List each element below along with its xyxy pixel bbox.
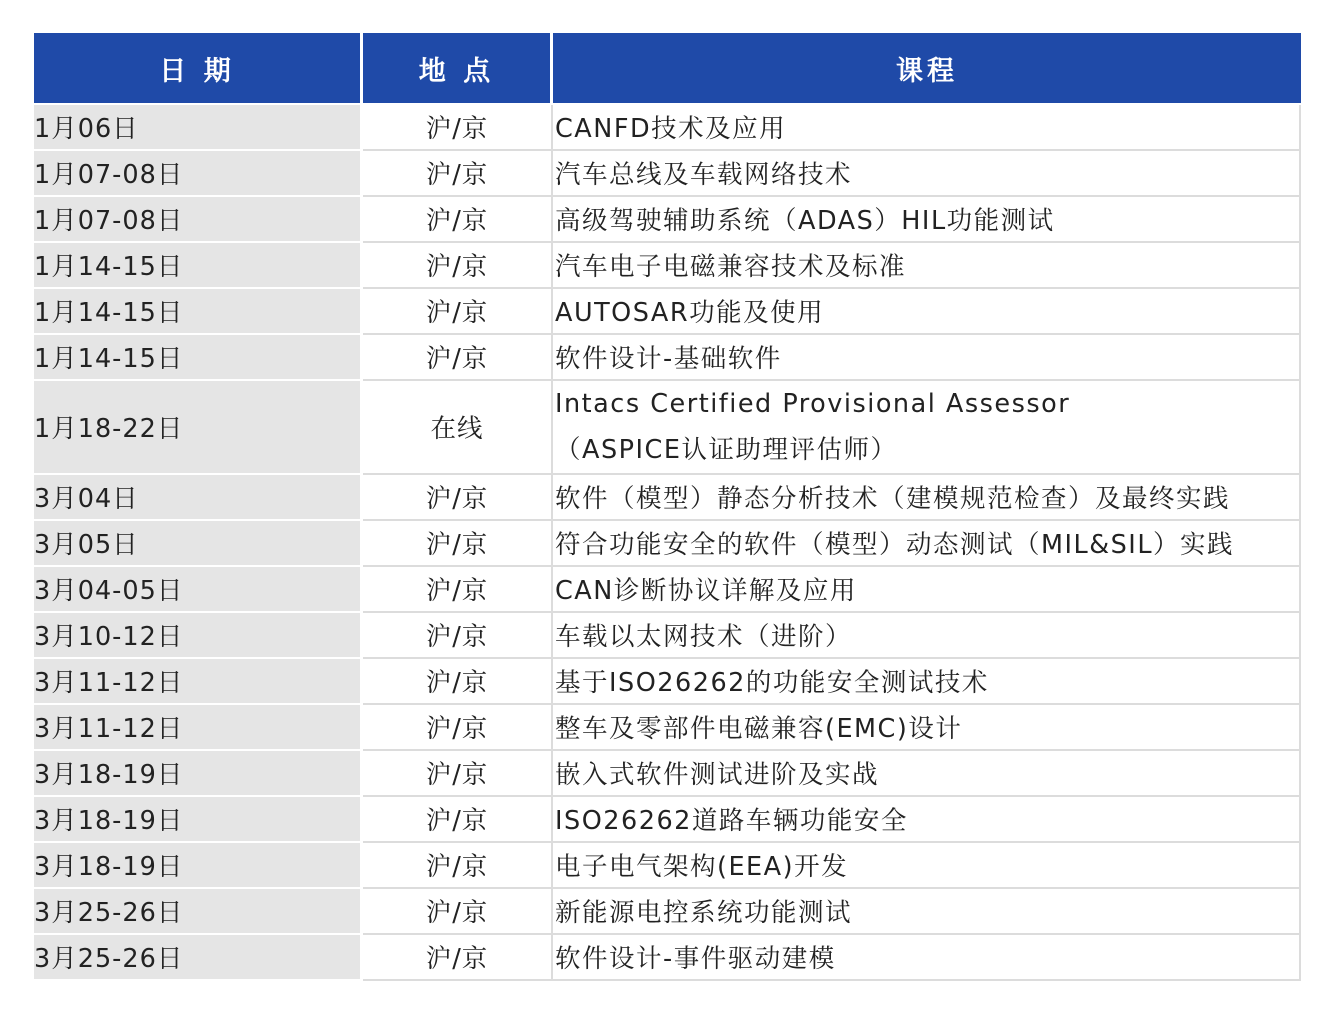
row-course — [553, 705, 1301, 751]
row-course — [553, 289, 1301, 335]
row-location: 沪/京 — [363, 843, 553, 889]
row-location: 沪/京 — [363, 751, 553, 797]
table-row — [34, 613, 1301, 659]
course-title-line: 汽车电子电磁兼容技术及标准 — [555, 252, 907, 282]
row-course — [553, 151, 1301, 197]
row-date: 1月07-08日 — [34, 197, 363, 243]
table-row — [34, 935, 1301, 981]
course-title-line: CANFD技术及应用 — [555, 114, 787, 144]
course-title-line: 汽车总线及车载网络技术 — [555, 160, 853, 190]
table-row — [34, 197, 1301, 243]
table-body — [34, 105, 1301, 981]
row-date: 1月07-08日 — [34, 151, 363, 197]
table-row — [34, 659, 1301, 705]
row-location: 在线 — [363, 381, 553, 475]
header-date: 日 期 — [34, 33, 363, 105]
course-title-line: 软件设计-事件驱动建模 — [555, 944, 836, 974]
row-location: 沪/京 — [363, 197, 553, 243]
row-date: 3月11-12日 — [34, 659, 363, 705]
row-course — [553, 613, 1301, 659]
table-row — [34, 843, 1301, 889]
row-date: 3月25-26日 — [34, 935, 363, 981]
row-date: 3月04-05日 — [34, 567, 363, 613]
course-title-line: 高级驾驶辅助系统（ADAS）HIL功能测试 — [555, 206, 1055, 236]
course-title-line: 车载以太网技术（进阶） — [555, 622, 853, 652]
course-title-line: 嵌入式软件测试进阶及实战 — [555, 760, 880, 790]
row-location: 沪/京 — [363, 797, 553, 843]
row-location: 沪/京 — [363, 335, 553, 381]
row-location: 沪/京 — [363, 521, 553, 567]
row-course — [553, 659, 1301, 705]
header-row — [34, 33, 1301, 105]
table-row — [34, 151, 1301, 197]
row-location: 沪/京 — [363, 105, 553, 151]
header-location: 地 点 — [363, 33, 553, 105]
row-date: 1月14-15日 — [34, 335, 363, 381]
table-row — [34, 381, 1301, 475]
row-date: 3月18-19日 — [34, 843, 363, 889]
header-course: 课程 — [553, 33, 1301, 105]
row-location: 沪/京 — [363, 243, 553, 289]
row-location: 沪/京 — [363, 935, 553, 981]
course-title-line: Intacs Certified Provisional Assessor — [555, 389, 1071, 419]
table-row — [34, 705, 1301, 751]
row-location: 沪/京 — [363, 567, 553, 613]
course-title-line: 新能源电控系统功能测试 — [555, 898, 853, 928]
row-date: 3月18-19日 — [34, 797, 363, 843]
table-row — [34, 105, 1301, 151]
row-location: 沪/京 — [363, 289, 553, 335]
table-row — [34, 521, 1301, 567]
table-row — [34, 243, 1301, 289]
table-row — [34, 889, 1301, 935]
course-schedule-table — [34, 33, 1301, 981]
course-title-line: 电子电气架构(EEA)开发 — [555, 852, 849, 882]
row-course — [553, 843, 1301, 889]
table-row — [34, 335, 1301, 381]
row-date: 3月04日 — [34, 475, 363, 521]
row-date: 3月25-26日 — [34, 889, 363, 935]
row-course — [553, 105, 1301, 151]
row-date: 1月14-15日 — [34, 289, 363, 335]
row-date: 1月06日 — [34, 105, 363, 151]
course-title-line: 软件（模型）静态分析技术（建模规范检查）及最终实践 — [555, 484, 1231, 514]
row-location: 沪/京 — [363, 705, 553, 751]
table-header — [34, 33, 1301, 105]
table-row — [34, 567, 1301, 613]
row-date: 3月05日 — [34, 521, 363, 567]
row-course — [553, 475, 1301, 521]
row-course — [553, 197, 1301, 243]
row-location: 沪/京 — [363, 151, 553, 197]
row-date: 3月18-19日 — [34, 751, 363, 797]
row-date: 1月18-22日 — [34, 381, 363, 475]
row-course — [553, 521, 1301, 567]
row-date: 3月11-12日 — [34, 705, 363, 751]
row-course — [553, 567, 1301, 613]
course-title-line: 基于ISO26262的功能安全测试技术 — [555, 668, 989, 698]
row-date: 3月10-12日 — [34, 613, 363, 659]
row-location: 沪/京 — [363, 889, 553, 935]
row-course — [553, 335, 1301, 381]
row-course — [553, 797, 1301, 843]
row-location: 沪/京 — [363, 475, 553, 521]
course-title-line: 整车及零部件电磁兼容(EMC)设计 — [555, 714, 963, 744]
row-location: 沪/京 — [363, 659, 553, 705]
course-title-line: ISO26262道路车辆功能安全 — [555, 806, 908, 836]
course-title-line: （ASPICE认证助理评估师） — [555, 435, 898, 465]
row-date: 1月14-15日 — [34, 243, 363, 289]
row-course — [553, 889, 1301, 935]
table-row — [34, 475, 1301, 521]
row-course — [553, 935, 1301, 981]
course-title-line: 符合功能安全的软件（模型）动态测试（MIL&SIL）实践 — [555, 530, 1235, 560]
course-title-line: CAN诊断协议详解及应用 — [555, 576, 857, 606]
row-course — [553, 751, 1301, 797]
table-row — [34, 289, 1301, 335]
table-row — [34, 751, 1301, 797]
row-course — [553, 243, 1301, 289]
table-row — [34, 797, 1301, 843]
course-title-line: 软件设计-基础软件 — [555, 344, 782, 374]
course-title-line: AUTOSAR功能及使用 — [555, 298, 825, 328]
row-course — [553, 381, 1301, 475]
row-location: 沪/京 — [363, 613, 553, 659]
